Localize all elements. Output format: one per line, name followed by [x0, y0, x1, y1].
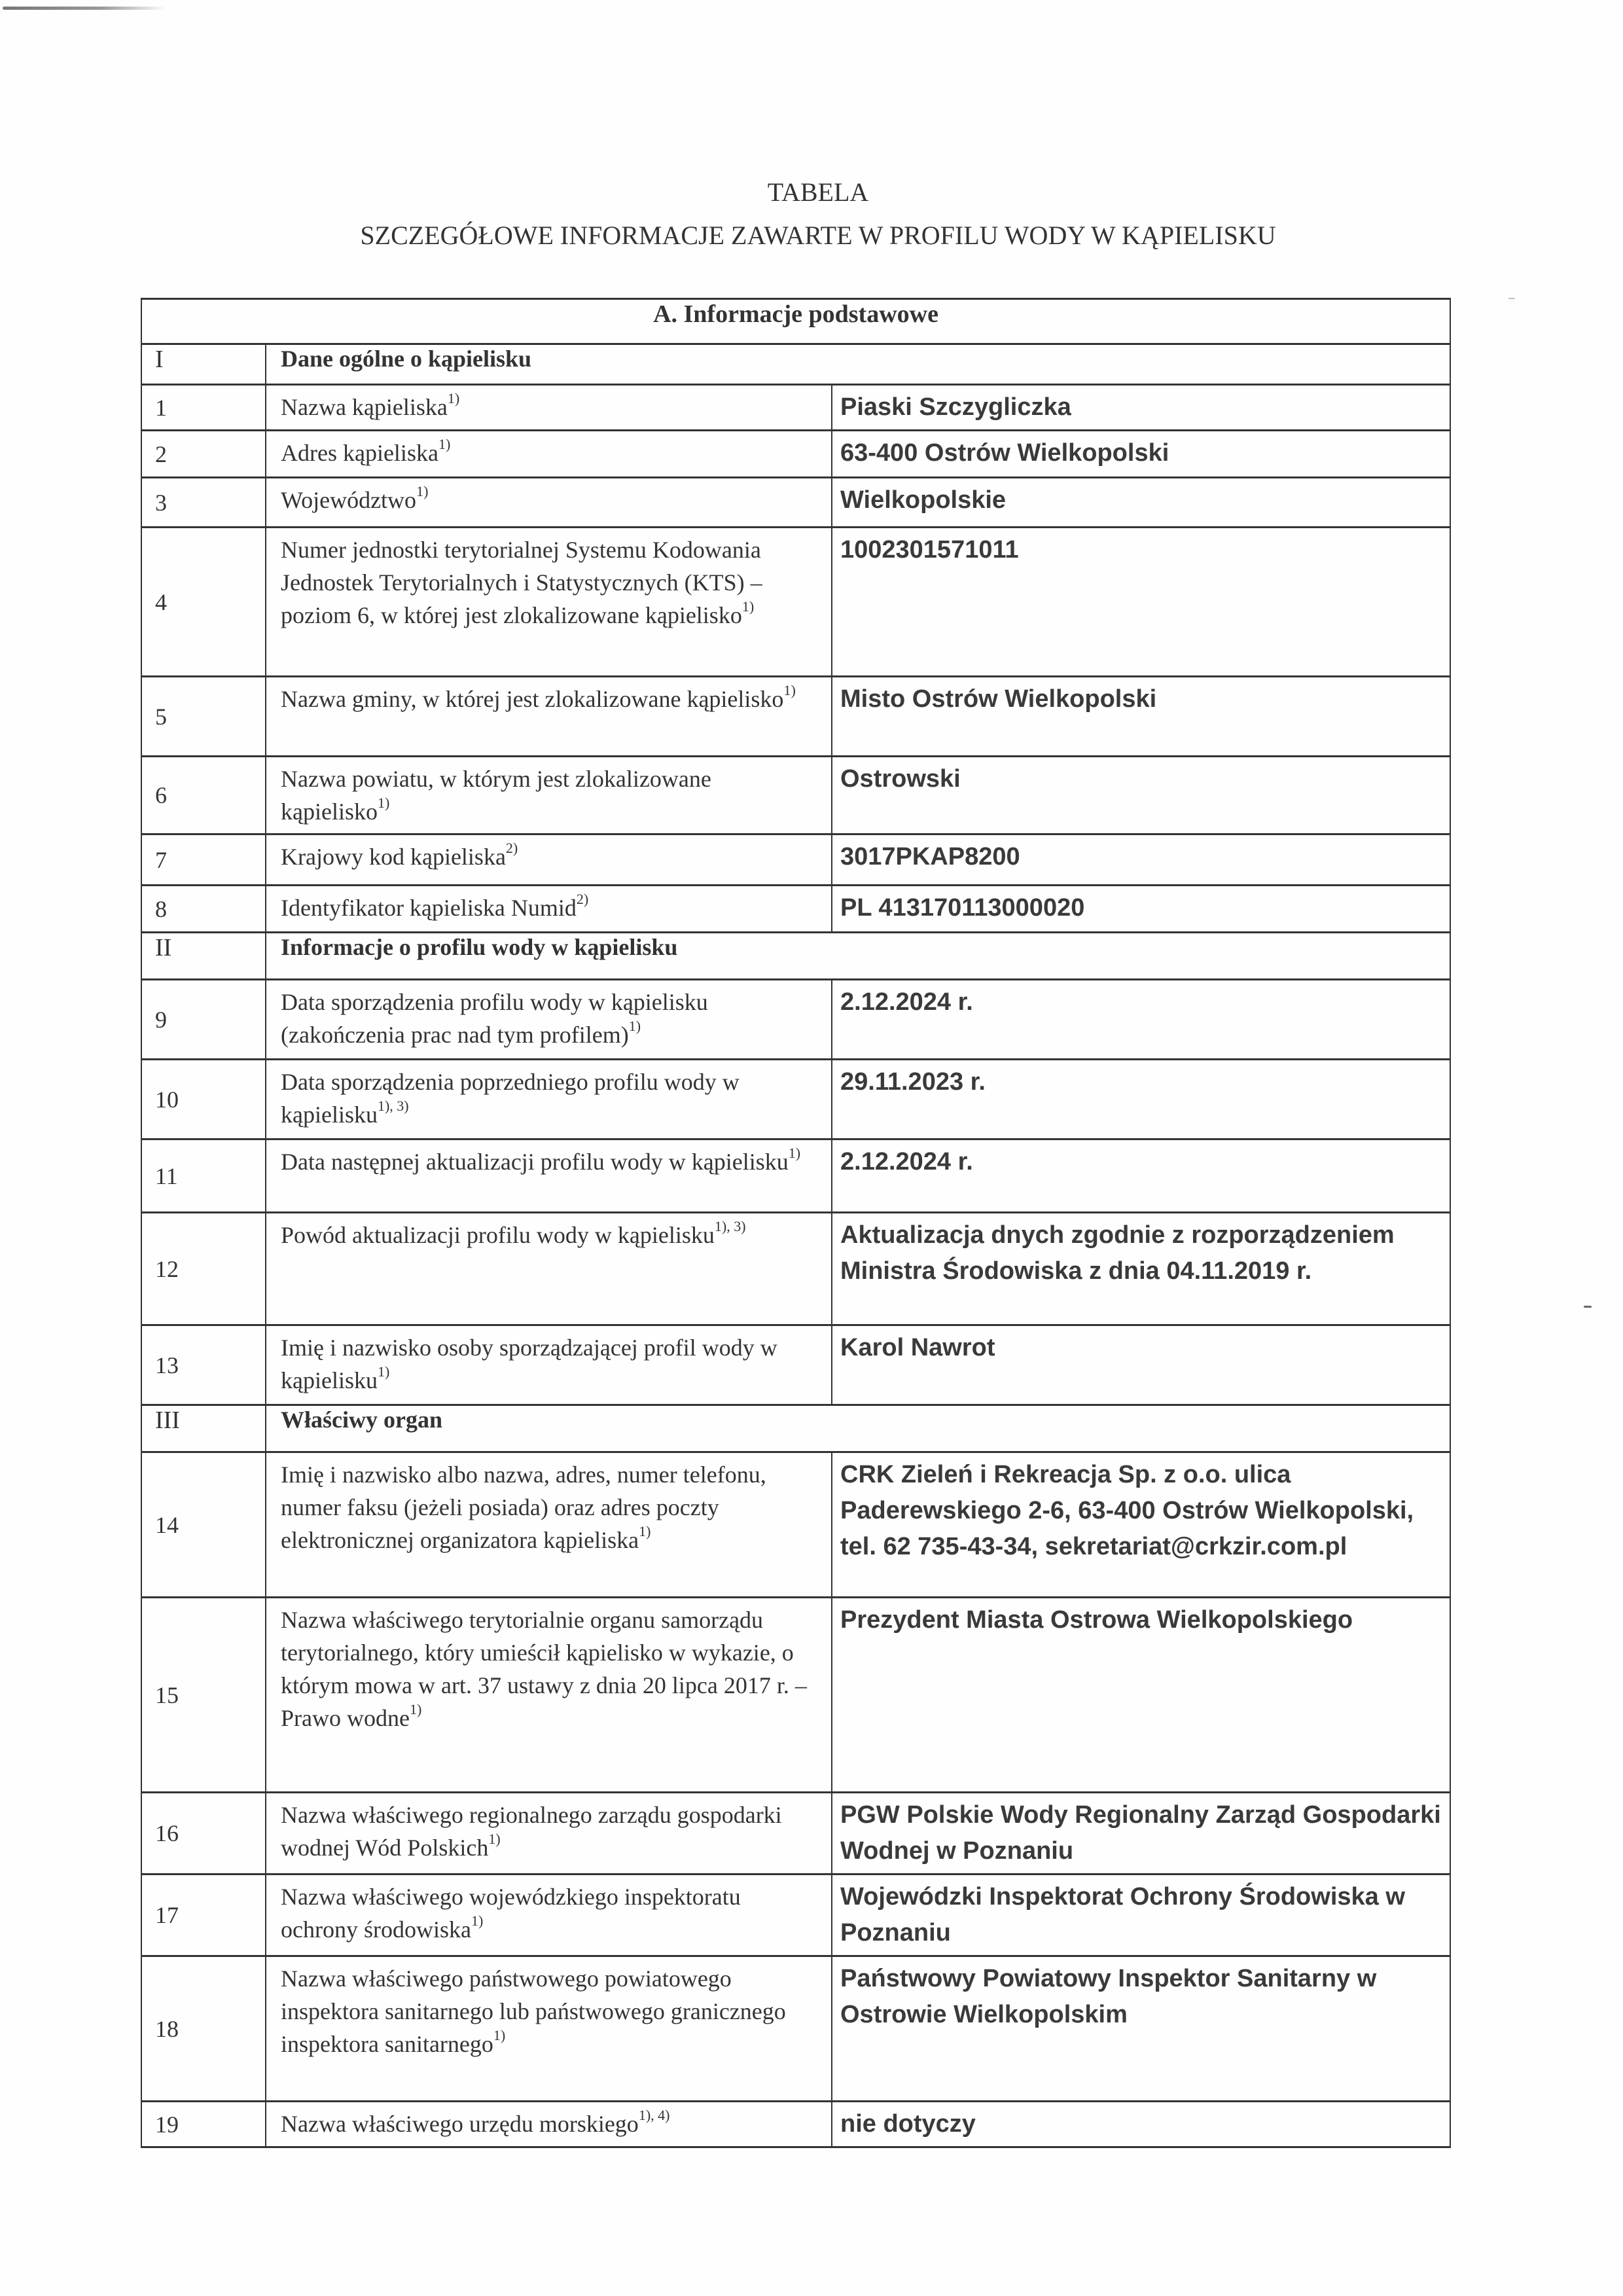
table-row	[141, 677, 1450, 757]
row-number: 18	[141, 1956, 266, 2102]
row-value: Piaski Szczygliczka	[832, 385, 1450, 431]
table-row	[141, 2102, 1450, 2147]
row-label-text: Nazwa powiatu, w którym jest zlokalizowane kąpielisko	[281, 766, 711, 825]
row-number: 7	[141, 834, 266, 886]
table-row	[141, 1793, 1450, 1874]
footnote-marker: 1)	[471, 1912, 484, 1929]
row-label-text: Adres kąpieliska	[281, 440, 438, 466]
row-number: 3	[141, 478, 266, 528]
table-row	[141, 1139, 1450, 1213]
table-row	[141, 980, 1450, 1060]
row-label	[266, 2102, 832, 2147]
row-label-text: Data następnej aktualizacji profilu wody w kąpielisku	[281, 1149, 789, 1175]
row-number: 11	[141, 1139, 266, 1213]
row-value: 1002301571011	[832, 528, 1450, 677]
scan-artifact-line	[3, 7, 166, 10]
table-row	[141, 1452, 1450, 1598]
footnote-marker: 1)	[377, 795, 390, 811]
section-roman-numeral: I	[141, 344, 266, 385]
row-label-text: Województwo	[281, 487, 417, 513]
section-title: Dane ogólne o kąpielisku	[266, 344, 1450, 385]
footnote-marker: 1)	[493, 2027, 506, 2043]
footnote-marker: 1)	[377, 1363, 390, 1380]
row-value: Aktualizacja dnych zgodnie z rozporządzeniem Ministra Środowiska z dnia 04.11.2019 r.	[832, 1213, 1450, 1325]
row-label	[266, 1139, 832, 1213]
document-title: TABELA	[767, 177, 869, 207]
row-value: 63-400 Ostrów Wielkopolski	[832, 431, 1450, 478]
row-number: 10	[141, 1060, 266, 1139]
scan-speck	[1584, 1306, 1592, 1308]
row-number: 8	[141, 886, 266, 933]
row-number: 9	[141, 980, 266, 1060]
section-row	[141, 344, 1450, 385]
table-row	[141, 1598, 1450, 1793]
row-value: PL 413170113000020	[832, 886, 1450, 933]
section-roman-numeral: III	[141, 1405, 266, 1452]
table-row	[141, 1213, 1450, 1325]
row-label	[266, 1956, 832, 2102]
row-label-text: Nazwa właściwego wojewódzkiego inspektoratu ochrony środowiska	[281, 1884, 741, 1943]
table-row	[141, 1060, 1450, 1139]
footnote-marker: 1)	[639, 1523, 651, 1539]
table-row	[141, 478, 1450, 528]
row-label	[266, 886, 832, 933]
section-row	[141, 933, 1450, 980]
row-number: 1	[141, 385, 266, 431]
row-number: 16	[141, 1793, 266, 1874]
footnote-marker: 1), 3)	[377, 1098, 409, 1114]
row-value: 29.11.2023 r.	[832, 1060, 1450, 1139]
row-label-text: Numer jednostki terytorialnej Systemu Kodowania Jednostek Terytorialnych i Statystycznych (KTS) – poziom 6, w której jest zlokalizowane kąpielisko	[281, 537, 762, 628]
row-number: 17	[141, 1874, 266, 1956]
row-label	[266, 1598, 832, 1793]
document-subtitle: SZCZEGÓŁOWE INFORMACJE ZAWARTE W PROFILU WODY W KĄPIELISKU	[360, 221, 1276, 250]
row-label-text: Nazwa właściwego regionalnego zarządu gospodarki wodnej Wód Polskich	[281, 1802, 782, 1861]
row-label-text: Identyfikator kąpieliska Numid	[281, 895, 577, 921]
row-label	[266, 1793, 832, 1874]
section-title: Informacje o profilu wody w kąpielisku	[266, 933, 1450, 980]
section-a-heading-row	[141, 299, 1450, 344]
row-value: 2.12.2024 r.	[832, 980, 1450, 1060]
row-label-text: Nazwa właściwego państwowego powiatowego inspektora sanitarnego lub państwowego granicznego inspektora sanitarnego	[281, 1965, 786, 2057]
row-label-text: Data sporządzenia poprzedniego profilu wody w kąpielisku	[281, 1069, 740, 1128]
row-value: 2.12.2024 r.	[832, 1139, 1450, 1213]
row-label	[266, 980, 832, 1060]
footnote-marker: 2)	[576, 891, 589, 907]
row-label	[266, 1060, 832, 1139]
row-label	[266, 1213, 832, 1325]
row-value: Prezydent Miasta Ostrowa Wielkopolskiego	[832, 1598, 1450, 1793]
bathing-water-profile-table	[141, 298, 1451, 2148]
row-value: Wojewódzki Inspektorat Ochrony Środowiska w Poznaniu	[832, 1874, 1450, 1956]
row-label	[266, 1452, 832, 1598]
row-value: PGW Polskie Wody Regionalny Zarząd Gospodarki Wodnej w Poznaniu	[832, 1793, 1450, 1874]
row-label	[266, 385, 832, 431]
row-number: 5	[141, 677, 266, 757]
footnote-marker: 1)	[488, 1831, 501, 1847]
footnote-marker: 1)	[628, 1018, 641, 1034]
row-number: 14	[141, 1452, 266, 1598]
footnote-marker: 1)	[788, 1145, 801, 1161]
row-label-text: Krajowy kod kąpieliska	[281, 844, 506, 870]
footnote-marker: 1), 4)	[638, 2107, 670, 2123]
row-value: Misto Ostrów Wielkopolski	[832, 677, 1450, 757]
table-row	[141, 431, 1450, 478]
row-label-text: Nazwa gminy, w której jest zlokalizowane kąpielisko	[281, 686, 784, 712]
row-label-text: Powód aktualizacji profilu wody w kąpielisku	[281, 1222, 715, 1248]
section-title: Właściwy organ	[266, 1405, 1450, 1452]
row-label-text: Imię i nazwisko albo nazwa, adres, numer telefonu, numer faksu (jeżeli posiada) oraz adres poczty elektronicznej organizatora kąpieliska	[281, 1462, 766, 1553]
footnote-marker: 1)	[409, 1701, 422, 1717]
table-row	[141, 834, 1450, 886]
row-number: 15	[141, 1598, 266, 1793]
footnote-marker: 1)	[783, 682, 796, 698]
row-label	[266, 677, 832, 757]
footnote-marker: 1)	[416, 483, 429, 499]
footnote-marker: 1)	[741, 598, 755, 615]
section-roman-numeral: II	[141, 933, 266, 980]
row-label-text: Nazwa właściwego urzędu morskiego	[281, 2111, 639, 2137]
table-row	[141, 1956, 1450, 2102]
table-row	[141, 757, 1450, 834]
row-number: 4	[141, 528, 266, 677]
row-number: 12	[141, 1213, 266, 1325]
row-value: Wielkopolskie	[832, 478, 1450, 528]
row-number: 6	[141, 757, 266, 834]
row-label	[266, 1325, 832, 1405]
footnote-marker: 1), 3)	[714, 1218, 746, 1234]
table-row	[141, 1874, 1450, 1956]
row-label	[266, 528, 832, 677]
row-value: Państwowy Powiatowy Inspektor Sanitarny w Ostrowie Wielkopolskim	[832, 1956, 1450, 2102]
row-label	[266, 431, 832, 478]
section-a-heading: A. Informacje podstawowe	[141, 299, 1450, 344]
row-label-text: Imię i nazwisko osoby sporządzającej profil wody w kąpielisku	[281, 1335, 777, 1393]
row-label-text: Nazwa kąpieliska	[281, 394, 448, 420]
row-label-text: Data sporządzenia profilu wody w kąpielisku (zakończenia prac nad tym profilem)	[281, 989, 708, 1048]
row-label	[266, 834, 832, 886]
footnote-marker: 2)	[505, 840, 518, 856]
row-value: 3017PKAP8200	[832, 834, 1450, 886]
row-label	[266, 757, 832, 834]
row-value: nie dotyczy	[832, 2102, 1450, 2147]
section-row	[141, 1405, 1450, 1452]
row-value: Ostrowski	[832, 757, 1450, 834]
row-number: 19	[141, 2102, 266, 2147]
row-value: Karol Nawrot	[832, 1325, 1450, 1405]
table-row	[141, 1325, 1450, 1405]
table-row	[141, 385, 1450, 431]
footnote-marker: 1)	[447, 390, 460, 406]
table-row	[141, 528, 1450, 677]
row-label	[266, 478, 832, 528]
row-value: CRK Zieleń i Rekreacja Sp. z o.o. ulica Paderewskiego 2-6, 63-400 Ostrów Wielkopolski, tel. 62 735-43-34, sekretariat@crkzir.com.pl	[832, 1452, 1450, 1598]
row-label	[266, 1874, 832, 1956]
footnote-marker: 1)	[438, 436, 451, 452]
scan-speck	[1508, 298, 1515, 299]
row-number: 13	[141, 1325, 266, 1405]
document-header	[157, 177, 1479, 251]
row-label-text: Nazwa właściwego terytorialnie organu samorządu terytorialnego, który umieścił kąpielisko w wykazie, o którym mowa w art. 37 ustawy z dnia 20 lipca 2017 r. – Prawo wodne	[281, 1607, 807, 1731]
table-row	[141, 886, 1450, 933]
row-number: 2	[141, 431, 266, 478]
